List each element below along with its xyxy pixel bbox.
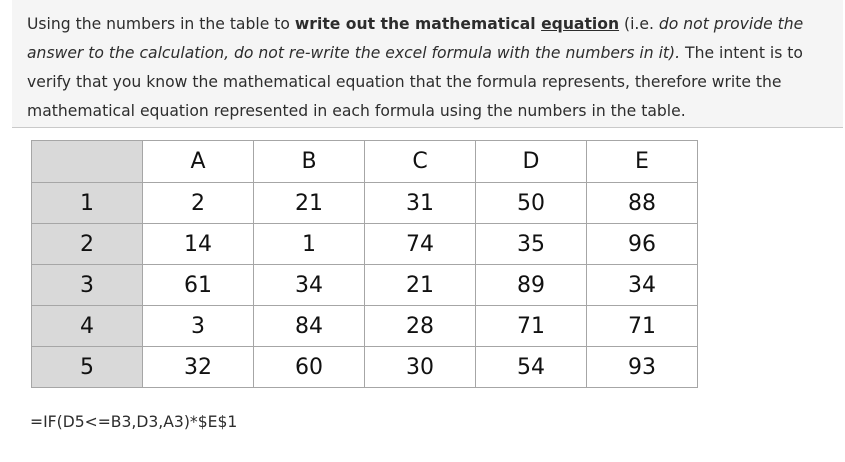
column-header-a: A bbox=[143, 141, 254, 183]
table-cell: 21 bbox=[254, 183, 365, 224]
instructions-part: The intent is to verify that you know the mathematical equation that the formula represents, therefore write the mathematical equation represented in each formula using the numbers in the table. bbox=[27, 44, 803, 120]
row-header: 2 bbox=[32, 224, 143, 265]
instructions-bold: write out the mathematical bbox=[294, 15, 542, 33]
table-cell: 89 bbox=[476, 265, 587, 306]
formula-text: =IF(D5<=B3,D3,A3)*$E$1 bbox=[30, 413, 238, 431]
table-cell: 60 bbox=[254, 347, 365, 388]
table-cell: 34 bbox=[587, 265, 698, 306]
table-cell: 84 bbox=[254, 306, 365, 347]
row-header: 5 bbox=[32, 347, 143, 388]
column-header-d: D bbox=[476, 141, 587, 183]
table-cell: 71 bbox=[587, 306, 698, 347]
table-cell: 34 bbox=[254, 265, 365, 306]
table-cell: 1 bbox=[254, 224, 365, 265]
row-header: 3 bbox=[32, 265, 143, 306]
column-header-e: E bbox=[587, 141, 698, 183]
table-row bbox=[32, 306, 698, 347]
table-cell: 32 bbox=[143, 347, 254, 388]
table-row bbox=[32, 224, 698, 265]
instructions-italic: do not provide the answer to the calculation, do not re-write the excel formula with the numbers in it). bbox=[27, 15, 804, 62]
row-header: 4 bbox=[32, 306, 143, 347]
table-cell: 14 bbox=[143, 224, 254, 265]
column-header-b: B bbox=[254, 141, 365, 183]
table-cell: 28 bbox=[365, 306, 476, 347]
table-row bbox=[32, 265, 698, 306]
table-cell: 88 bbox=[587, 183, 698, 224]
table-cell: 96 bbox=[587, 224, 698, 265]
column-header-c: C bbox=[365, 141, 476, 183]
spreadsheet-table bbox=[31, 140, 698, 388]
table-row bbox=[32, 183, 698, 224]
instructions-part: Using the numbers in the table to bbox=[27, 15, 295, 33]
table-cell: 2 bbox=[143, 183, 254, 224]
table-cell: 30 bbox=[365, 347, 476, 388]
instructions-part: (i.e. bbox=[619, 15, 659, 33]
table-cell: 21 bbox=[365, 265, 476, 306]
instructions-text bbox=[27, 10, 832, 126]
corner-cell bbox=[32, 141, 143, 183]
table-cell: 3 bbox=[143, 306, 254, 347]
table-cell: 93 bbox=[587, 347, 698, 388]
table-row bbox=[32, 347, 698, 388]
instructions-bold-underline: equation bbox=[541, 15, 620, 33]
table-cell: 61 bbox=[143, 265, 254, 306]
header-row bbox=[32, 141, 698, 183]
table-cell: 74 bbox=[365, 224, 476, 265]
table-cell: 54 bbox=[476, 347, 587, 388]
table-cell: 50 bbox=[476, 183, 587, 224]
table-cell: 71 bbox=[476, 306, 587, 347]
table-cell: 35 bbox=[476, 224, 587, 265]
row-header: 1 bbox=[32, 183, 143, 224]
table-cell: 31 bbox=[365, 183, 476, 224]
